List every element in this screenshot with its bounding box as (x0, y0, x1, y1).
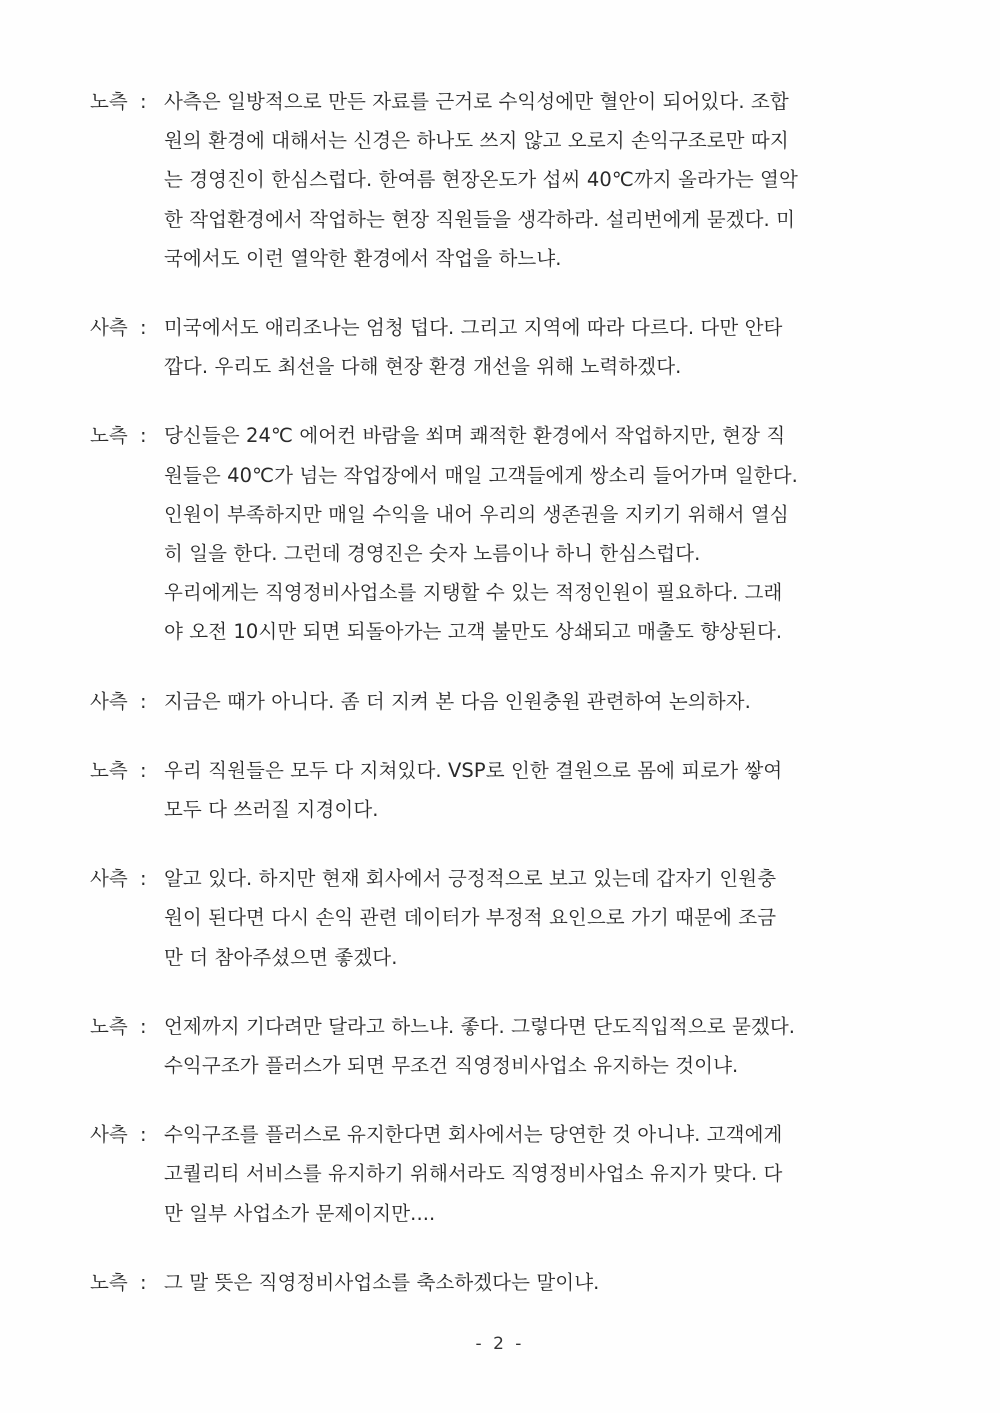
dialogue-entry (90, 682, 898, 721)
speaker-colon: : (140, 1123, 147, 1147)
statement-line: 그 말 뜻은 직영정비사업소를 축소하겠다는 말이냐. (164, 1270, 600, 1294)
speaker-name: 노측 (90, 424, 128, 448)
dialogue-entry (90, 1115, 898, 1233)
statement-line: 만 일부 사업소가 문제이지만.... (164, 1201, 436, 1225)
speaker-name: 사측 (90, 689, 128, 713)
speaker-label (90, 416, 164, 455)
statement-line: 히 일을 한다. 그런데 경영진은 숫자 노름이나 하니 한심스럽다. (164, 542, 701, 566)
statement-line: 인원이 부족하지만 매일 수익을 내어 우리의 생존권을 지키기 위해서 열심 (164, 502, 789, 526)
speaker-name: 사측 (90, 316, 128, 340)
speaker-colon: : (140, 758, 147, 782)
speaker-name: 사측 (90, 867, 128, 891)
statement-line: 미국에서도 애리조나는 엄청 덥다. 그리고 지역에 따라 다르다. 다만 안타 (164, 316, 783, 340)
statement-line: 국에서도 이런 열악한 환경에서 작업을 하느냐. (164, 246, 562, 270)
speaker-label (90, 308, 164, 347)
speaker-name: 노측 (90, 90, 128, 113)
statement-line: 는 경영진이 한심스럽다. 한여름 현장온도가 섭씨 40℃까지 올라가는 열악 (164, 168, 798, 192)
statement-line: 수익구조를 플러스로 유지한다면 회사에서는 당연한 것 아니냐. 고객에게 (164, 1123, 783, 1147)
dialogue-transcript (90, 82, 898, 1332)
statement-line: 당신들은 24℃ 에어컨 바람을 쐬며 쾌적한 환경에서 작업하지만, 현장 직 (164, 424, 786, 448)
dialogue-entry (90, 1007, 898, 1085)
statement-line: 고퀄리티 서비스를 유지하기 위해서라도 직영정비사업소 유지가 맞다. 다 (164, 1162, 783, 1186)
speaker-label (90, 751, 164, 790)
speaker-label (90, 82, 164, 121)
speaker-name: 노측 (90, 1270, 128, 1294)
speaker-label (90, 1007, 164, 1046)
statement-line: 언제까지 기다려만 달라고 하느냐. 좋다. 그렇다면 단도직입적으로 묻겠다. (164, 1014, 796, 1038)
dialogue-entry (90, 308, 898, 386)
dialogue-entry (90, 1263, 898, 1302)
page-number: - 2 - (475, 1334, 525, 1354)
statement-line: 사측은 일방적으로 만든 자료를 근거로 수익성에만 혈안이 되어있다. 조합 (164, 90, 789, 113)
statement-line: 원들은 40℃가 넘는 작업장에서 매일 고객들에게 쌍소리 들어가며 일한다. (164, 463, 798, 487)
speaker-colon: : (140, 1014, 147, 1038)
statement-line: 지금은 때가 아니다. 좀 더 지켜 본 다음 인원충원 관련하여 논의하자. (164, 689, 751, 713)
statement-line: 우리에게는 직영정비사업소를 지탱할 수 있는 적정인원이 필요하다. 그래 (164, 581, 783, 605)
statement-line: 모두 다 쓰러질 지경이다. (164, 798, 379, 822)
statement-line: 야 오전 10시만 되면 되돌아가는 고객 불만도 상쇄되고 매출도 향상된다. (164, 620, 783, 644)
speaker-name: 노측 (90, 1014, 128, 1038)
speaker-colon: : (140, 867, 147, 891)
statement-line: 우리 직원들은 모두 다 지쳐있다. VSP로 인한 결원으로 몸에 피로가 쌓여 (164, 758, 783, 782)
speaker-colon: : (140, 316, 147, 340)
dialogue-entry (90, 416, 898, 651)
speaker-name: 사측 (90, 1123, 128, 1147)
statement-line: 원의 환경에 대해서는 신경은 하나도 쓰지 않고 오로지 손익구조로만 따지 (164, 129, 789, 153)
speaker-colon: : (140, 90, 147, 113)
statement-line: 원이 된다면 다시 손익 관련 데이터가 부정적 요인으로 가기 때문에 조금 (164, 906, 777, 930)
statement-line: 한 작업환경에서 작업하는 현장 직원들을 생각하라. 설리번에게 묻겠다. 미 (164, 207, 796, 231)
dialogue-entry (90, 859, 898, 977)
statement-line: 수익구조가 플러스가 되면 무조건 직영정비사업소 유지하는 것이냐. (164, 1054, 739, 1078)
speaker-name: 노측 (90, 758, 128, 782)
speaker-colon: : (140, 424, 147, 448)
statement-line: 알고 있다. 하지만 현재 회사에서 긍정적으로 보고 있는데 갑자기 인원충 (164, 867, 777, 891)
speaker-label (90, 1263, 164, 1302)
dialogue-entry (90, 751, 898, 829)
speaker-label (90, 859, 164, 898)
speaker-colon: : (140, 1270, 147, 1294)
speaker-label (90, 1115, 164, 1154)
speaker-label (90, 682, 164, 721)
statement-line: 깝다. 우리도 최선을 다해 현장 환경 개선을 위해 노력하겠다. (164, 355, 682, 379)
dialogue-entry (90, 82, 898, 278)
statement-line: 만 더 참아주셨으면 좋겠다. (164, 945, 398, 969)
speaker-colon: : (140, 689, 147, 713)
